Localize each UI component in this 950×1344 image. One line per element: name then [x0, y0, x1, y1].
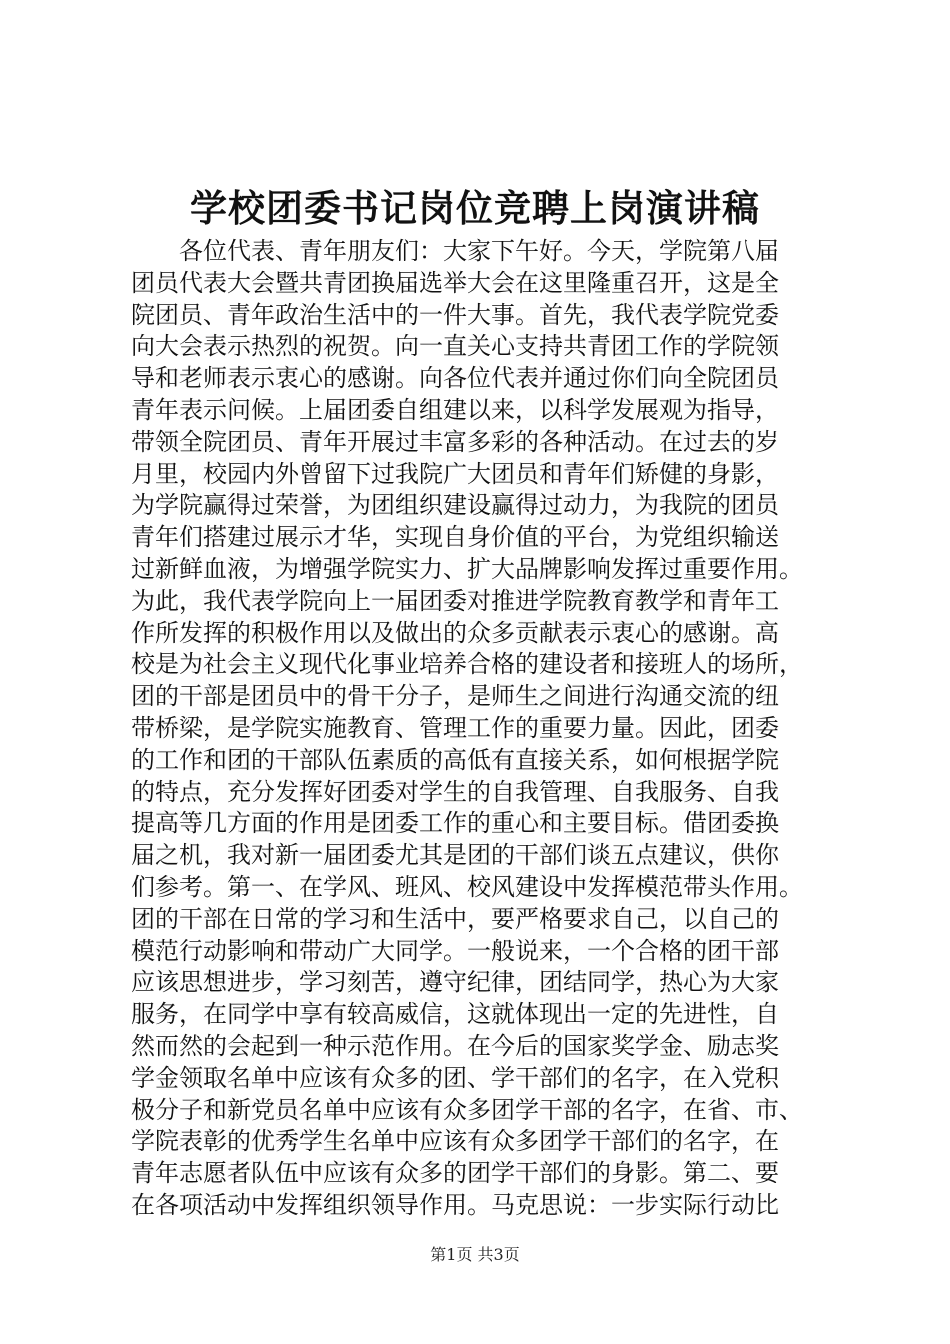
body-line: 作所发挥的积极作用以及做出的众多贡献表示衷心的感谢。高: [131, 618, 779, 647]
document-title: 学校团委书记岗位竞聘上岗演讲稿: [190, 186, 760, 230]
body-line: 青年们搭建过展示才华，实现自身价值的平台，为党组织输送: [131, 523, 779, 552]
body-line: 服务，在同学中享有较高威信，这就体现出一定的先进性，自: [131, 1000, 779, 1029]
body-line: 导和老师表示衷心的感谢。向各位代表并通过你们向全院团员: [131, 364, 779, 393]
body-line: 带桥梁，是学院实施教育、管理工作的重要力量。因此，团委: [131, 713, 779, 742]
document-body: [131, 236, 827, 1222]
body-line: 各位代表、青年朋友们：大家下午好。今天，学院第八届: [179, 237, 779, 265]
body-line: 学金领取名单中应该有众多的团、学干部们的名字，在入党积: [131, 1063, 779, 1092]
body-line: 届之机，我对新一届团委尤其是团的干部们谈五点建议，供你: [131, 841, 779, 870]
body-line: 团员代表大会暨共青团换届选举大会在这里隆重召开，这是全: [131, 268, 779, 297]
body-line: 在各项活动中发挥组织领导作用。马克思说：一步实际行动比: [131, 1190, 779, 1219]
body-line: 应该思想进步，学习刻苦，遵守纪律，团结同学，热心为大家: [131, 968, 779, 997]
body-line: 过新鲜血液，为增强学院实力、扩大品牌影响发挥过重要作用。: [131, 554, 803, 583]
body-line: 青年志愿者队伍中应该有众多的团学干部们的身影。第二、要: [131, 1159, 779, 1188]
body-line: 带领全院团员、青年开展过丰富多彩的各种活动。在过去的岁: [131, 427, 779, 456]
body-line: 然而然的会起到一种示范作用。在今后的国家奖学金、励志奖: [131, 1031, 779, 1060]
body-line: 青年表示问候。上届团委自组建以来，以科学发展观为指导，: [131, 395, 779, 424]
body-line: 的特点，充分发挥好团委对学生的自我管理、自我服务、自我: [131, 777, 779, 806]
body-line: 学院表彰的优秀学生名单中应该有众多团学干部们的名字，在: [131, 1127, 779, 1156]
body-line: 们参考。第一、在学风、班风、校风建设中发挥模范带头作用。: [131, 872, 803, 901]
body-line: 极分子和新党员名单中应该有众多团学干部的名字，在省、市、: [131, 1095, 803, 1124]
body-line: 向大会表示热烈的祝贺。向一直关心支持共青团工作的学院领: [131, 332, 779, 361]
body-line: 提高等几方面的作用是团委工作的重心和主要目标。借团委换: [131, 809, 779, 838]
body-line: 团的干部是团员中的骨干分子，是师生之间进行沟通交流的纽: [131, 682, 779, 711]
page-number-footer: 第1页 共3页: [430, 1245, 520, 1264]
body-line: 院团员、青年政治生活中的一件大事。首先，我代表学院党委: [131, 300, 779, 329]
body-line: 月里，校园内外曾留下过我院广大团员和青年们矫健的身影，: [131, 459, 779, 488]
body-line: 的工作和团的干部队伍素质的高低有直接关系，如何根据学院: [131, 745, 779, 774]
body-line: 为学院赢得过荣誉，为团组织建设赢得过动力，为我院的团员: [131, 491, 779, 520]
body-line: 团的干部在日常的学习和生活中，要严格要求自己，以自己的: [131, 904, 779, 933]
body-line: 为此，我代表学院向上一届团委对推进学院教育教学和青年工: [131, 586, 779, 615]
body-line: 校是为社会主义现代化事业培养合格的建设者和接班人的场所，: [131, 650, 803, 679]
body-line: 模范行动影响和带动广大同学。一般说来，一个合格的团干部: [131, 936, 779, 965]
